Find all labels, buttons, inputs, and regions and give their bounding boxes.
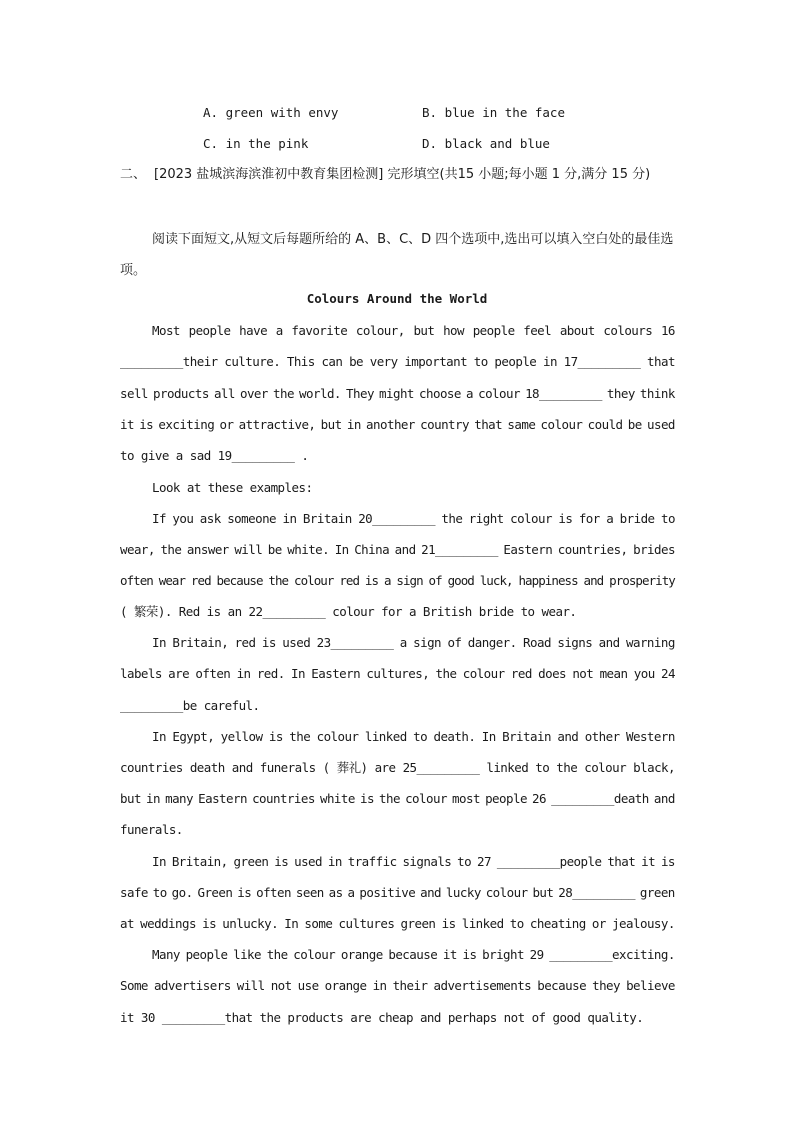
- passage-line: [120, 915, 675, 933]
- word: it: [442, 947, 457, 962]
- word: green: [233, 854, 269, 869]
- word: to: [152, 885, 167, 900]
- word: brides: [633, 542, 675, 557]
- word: Britain,: [171, 854, 228, 869]
- passage-line: funerals.: [120, 822, 183, 837]
- word: and: [557, 729, 579, 744]
- word: 29: [529, 947, 544, 962]
- word: attractive,: [238, 417, 316, 432]
- word: _________people: [496, 854, 602, 869]
- word: use: [297, 978, 319, 993]
- word: it: [120, 417, 134, 432]
- word: not: [270, 978, 292, 993]
- word: colour: [485, 885, 528, 900]
- word: is: [462, 947, 477, 962]
- word: be: [267, 542, 282, 557]
- passage-line: ( 繁荣). Red is an 22_________ colour for a British bride to wear.: [120, 604, 577, 619]
- word: In: [152, 854, 166, 869]
- word: culture.: [224, 354, 281, 369]
- passage-line: [120, 541, 675, 559]
- word: Eastern: [198, 791, 247, 806]
- word: wear: [158, 573, 186, 588]
- word: countries: [252, 791, 315, 806]
- word: ask: [199, 511, 221, 526]
- word: weddings: [140, 916, 196, 931]
- word: positive: [359, 885, 416, 900]
- word: countries,: [557, 542, 628, 557]
- word: red: [234, 635, 256, 650]
- passage-line: [120, 884, 675, 902]
- word: and: [420, 885, 442, 900]
- word: often: [195, 666, 231, 681]
- word: colour: [462, 666, 505, 681]
- word: white: [319, 791, 355, 806]
- word: red.: [256, 666, 285, 681]
- word: _________exciting.: [549, 947, 675, 962]
- word: to: [457, 854, 472, 869]
- word: bright: [482, 947, 524, 962]
- word: most: [452, 791, 480, 806]
- word: Most: [152, 323, 180, 338]
- word: the: [273, 386, 294, 401]
- word: Road: [523, 635, 551, 650]
- word: Britain,: [172, 635, 229, 650]
- word: is: [364, 573, 379, 588]
- word: can: [321, 354, 343, 369]
- word: how: [443, 323, 464, 338]
- word: be: [627, 417, 642, 432]
- passage-line: _________be careful.: [120, 698, 260, 713]
- word: luck,: [479, 573, 513, 588]
- word: in: [327, 854, 342, 869]
- word: Britain: [502, 729, 551, 744]
- passage-line: [120, 572, 675, 590]
- word: jealousy.: [612, 916, 675, 931]
- word: is: [139, 417, 154, 432]
- word: and: [231, 760, 253, 775]
- word: countries: [120, 760, 183, 775]
- word: to: [509, 916, 524, 931]
- word: choose: [419, 386, 461, 401]
- word: a: [275, 323, 283, 338]
- word: the: [435, 666, 457, 681]
- instructions: 阅读下面短文,从短文后每题所给的 A、B、C、D 四个选项中,选出可以填入空白处的最佳选项。: [120, 232, 674, 278]
- word: go.: [171, 885, 193, 900]
- word: are: [374, 760, 396, 775]
- word: advertisers: [153, 978, 231, 993]
- word: not: [572, 666, 594, 681]
- word: a: [347, 885, 355, 900]
- word: very: [369, 354, 398, 369]
- word: green: [400, 916, 436, 931]
- word: 20_________: [358, 511, 435, 526]
- word: colour: [294, 573, 334, 588]
- word: mean: [599, 666, 628, 681]
- word: exciting: [158, 417, 215, 432]
- word: the: [441, 511, 463, 526]
- word: world.: [299, 386, 341, 401]
- word: Eastern: [503, 542, 553, 557]
- word: because: [216, 573, 263, 588]
- word: many: [165, 791, 194, 806]
- word: death.: [433, 729, 476, 744]
- word: is: [268, 729, 283, 744]
- word: a: [399, 635, 407, 650]
- word: is: [237, 885, 252, 900]
- word: in: [346, 417, 361, 432]
- word: Egypt,: [172, 729, 215, 744]
- word: at: [120, 916, 134, 931]
- passage-line: [152, 728, 675, 746]
- passage-line: [120, 416, 675, 434]
- word: will: [236, 978, 265, 993]
- word: some: [304, 916, 333, 931]
- word: danger.: [467, 635, 517, 650]
- word: it: [641, 854, 656, 869]
- word: in: [236, 666, 251, 681]
- word: or: [219, 417, 234, 432]
- word: for: [578, 511, 600, 526]
- word: seen: [295, 885, 324, 900]
- word: signs: [557, 635, 593, 650]
- word: of: [428, 573, 442, 588]
- word: 28_________: [558, 885, 636, 900]
- word: orange: [324, 978, 367, 993]
- word: as: [328, 885, 343, 900]
- word: their: [392, 978, 428, 993]
- word: white.: [287, 542, 330, 557]
- word: In: [291, 666, 305, 681]
- word: you: [633, 666, 655, 681]
- passage-title: Colours Around the World: [306, 291, 488, 306]
- word: 18_________: [525, 386, 602, 401]
- word: (: [322, 760, 330, 775]
- option-b: B. blue in the face: [422, 105, 565, 120]
- word: someone: [227, 511, 277, 526]
- word: This: [286, 354, 315, 369]
- word: over: [239, 386, 268, 401]
- option-a: A. green with envy: [203, 105, 339, 120]
- word: traffic: [347, 854, 397, 869]
- passage-line: it 30 _________that the products are cheap and perhaps not of good quality.: [120, 1010, 644, 1025]
- word: to: [413, 729, 428, 744]
- word: that: [647, 354, 675, 369]
- word: in: [146, 791, 160, 806]
- word: Many: [152, 947, 180, 962]
- word: a: [383, 573, 391, 588]
- word: and: [653, 791, 675, 806]
- word: death: [189, 760, 225, 775]
- word: unlucky.: [222, 916, 279, 931]
- word: think: [639, 386, 675, 401]
- word: In: [334, 542, 349, 557]
- word: often: [120, 573, 153, 588]
- word: like: [233, 947, 262, 962]
- word: because: [537, 978, 587, 993]
- word: people: [472, 323, 515, 338]
- word: advertisements: [433, 978, 532, 993]
- word: cultures,: [366, 666, 430, 681]
- word: labels: [120, 666, 162, 681]
- word: linked: [364, 729, 407, 744]
- option-d: D. black and blue: [422, 136, 550, 151]
- word: in: [542, 354, 557, 369]
- word: a: [466, 386, 473, 401]
- word: is: [558, 511, 573, 526]
- word: or: [591, 916, 606, 931]
- word: people: [485, 791, 527, 806]
- passage-line: [120, 977, 675, 995]
- word: the: [268, 573, 289, 588]
- word: Green: [197, 885, 233, 900]
- word: but: [320, 417, 342, 432]
- word: colour: [478, 386, 520, 401]
- word: wear,: [120, 542, 155, 557]
- word: about: [559, 323, 595, 338]
- word: warning: [626, 635, 675, 650]
- word: 21_________: [421, 542, 498, 557]
- word: yellow: [220, 729, 263, 744]
- section-number: 二、: [120, 167, 147, 182]
- word: is: [202, 916, 217, 931]
- word: colours: [603, 323, 653, 338]
- word: If: [152, 511, 166, 526]
- option-c: C. in the pink: [203, 136, 309, 151]
- word: to: [661, 511, 675, 526]
- word: and: [583, 573, 604, 588]
- passage-line: [120, 790, 675, 808]
- word: could: [587, 417, 623, 432]
- word: people: [188, 323, 231, 338]
- word: _________their: [120, 354, 218, 369]
- word: used: [294, 854, 323, 869]
- word: that: [607, 854, 636, 869]
- word: products: [153, 386, 209, 401]
- word: used: [647, 417, 675, 432]
- word: they: [606, 386, 635, 401]
- word: will: [234, 542, 263, 557]
- word: same: [507, 417, 536, 432]
- word: Britain: [302, 511, 352, 526]
- passage-line: [152, 322, 675, 340]
- word: important: [404, 354, 468, 369]
- section-heading: [2023 盐城滨海滨淮初中教育集团检测] 完形填空(共15 小题;每小题 1 分,满分 15 分): [154, 167, 651, 182]
- word: another: [366, 417, 415, 432]
- word: 17_________: [563, 354, 641, 369]
- word: happiness: [518, 573, 578, 588]
- passage-line: to give a sad 19_________ .: [120, 448, 309, 463]
- word: They: [346, 386, 374, 401]
- word: of: [447, 635, 462, 650]
- word: all: [213, 386, 235, 401]
- word: favorite: [291, 323, 348, 338]
- word: the: [160, 542, 182, 557]
- word: sign: [396, 573, 423, 588]
- word: cultures: [338, 916, 395, 931]
- word: a: [606, 511, 614, 526]
- passage-line: [152, 510, 675, 528]
- word: green: [639, 885, 675, 900]
- word: does: [538, 666, 567, 681]
- word: linked: [461, 916, 504, 931]
- word: orange: [340, 947, 383, 962]
- word: linked: [486, 760, 529, 775]
- word: China: [354, 542, 390, 557]
- word: that: [474, 417, 503, 432]
- word: is: [261, 635, 276, 650]
- word: 24: [661, 666, 675, 681]
- word: funerals: [259, 760, 316, 775]
- word: in: [282, 511, 297, 526]
- word: In: [481, 729, 496, 744]
- word: red: [510, 666, 532, 681]
- word: in: [372, 978, 387, 993]
- passage-line: [120, 353, 675, 371]
- word: colour: [405, 791, 447, 806]
- word: _________death: [551, 791, 649, 806]
- word: lucky: [445, 885, 481, 900]
- passage-line: Look at these examples:: [152, 480, 313, 495]
- word: right: [468, 511, 504, 526]
- passage-line: [120, 759, 675, 777]
- word: is: [441, 916, 456, 931]
- word: be: [349, 354, 364, 369]
- word: because: [388, 947, 438, 962]
- word: sell: [120, 386, 148, 401]
- word: In: [284, 916, 299, 931]
- word: 23_________: [316, 635, 394, 650]
- word: and: [394, 542, 416, 557]
- word: In: [152, 729, 166, 744]
- passage-line: [120, 385, 675, 403]
- word: bride: [619, 511, 655, 526]
- passage-line: [152, 853, 675, 871]
- word: but: [532, 885, 554, 900]
- word: sign: [413, 635, 442, 650]
- word: good: [447, 573, 474, 588]
- word: 27: [476, 854, 491, 869]
- word: is: [359, 791, 374, 806]
- word: 25_________: [402, 760, 480, 775]
- word: are: [168, 666, 190, 681]
- word: colour: [584, 760, 627, 775]
- passage-line: [152, 946, 675, 964]
- word: colour,: [355, 323, 405, 338]
- word: other: [584, 729, 620, 744]
- word: is: [660, 854, 675, 869]
- word: 葬礼): [336, 760, 368, 775]
- word: and: [598, 635, 620, 650]
- word: to: [473, 354, 488, 369]
- word: to: [535, 760, 550, 775]
- word: signals: [402, 854, 452, 869]
- word: the: [379, 791, 400, 806]
- word: red: [339, 573, 360, 588]
- word: colour: [316, 729, 359, 744]
- word: feel: [523, 323, 552, 338]
- word: answer: [186, 542, 229, 557]
- word: safe: [120, 885, 148, 900]
- word: 16: [660, 323, 675, 338]
- word: prosperity: [609, 573, 675, 588]
- word: used: [282, 635, 311, 650]
- word: have: [239, 323, 268, 338]
- word: people: [185, 947, 228, 962]
- word: Eastern: [311, 666, 361, 681]
- word: cheating: [529, 916, 586, 931]
- word: you: [172, 511, 194, 526]
- word: colour: [540, 417, 583, 432]
- word: 26: [532, 791, 546, 806]
- word: the: [556, 760, 578, 775]
- word: they: [592, 978, 621, 993]
- word: Western: [626, 729, 675, 744]
- word: red: [190, 573, 211, 588]
- word: people: [494, 354, 537, 369]
- word: black,: [633, 760, 675, 775]
- word: believe: [626, 978, 675, 993]
- word: is: [274, 854, 289, 869]
- word: often: [256, 885, 291, 900]
- word: the: [266, 947, 288, 962]
- passage-line: [120, 665, 675, 683]
- word: colour: [510, 511, 552, 526]
- word: In: [152, 635, 166, 650]
- word: might: [379, 386, 414, 401]
- passage-line: [152, 634, 675, 652]
- word: Some: [120, 978, 148, 993]
- word: but: [413, 323, 435, 338]
- word: but: [120, 791, 141, 806]
- word: the: [289, 729, 311, 744]
- word: country: [420, 417, 469, 432]
- word: colour: [293, 947, 336, 962]
